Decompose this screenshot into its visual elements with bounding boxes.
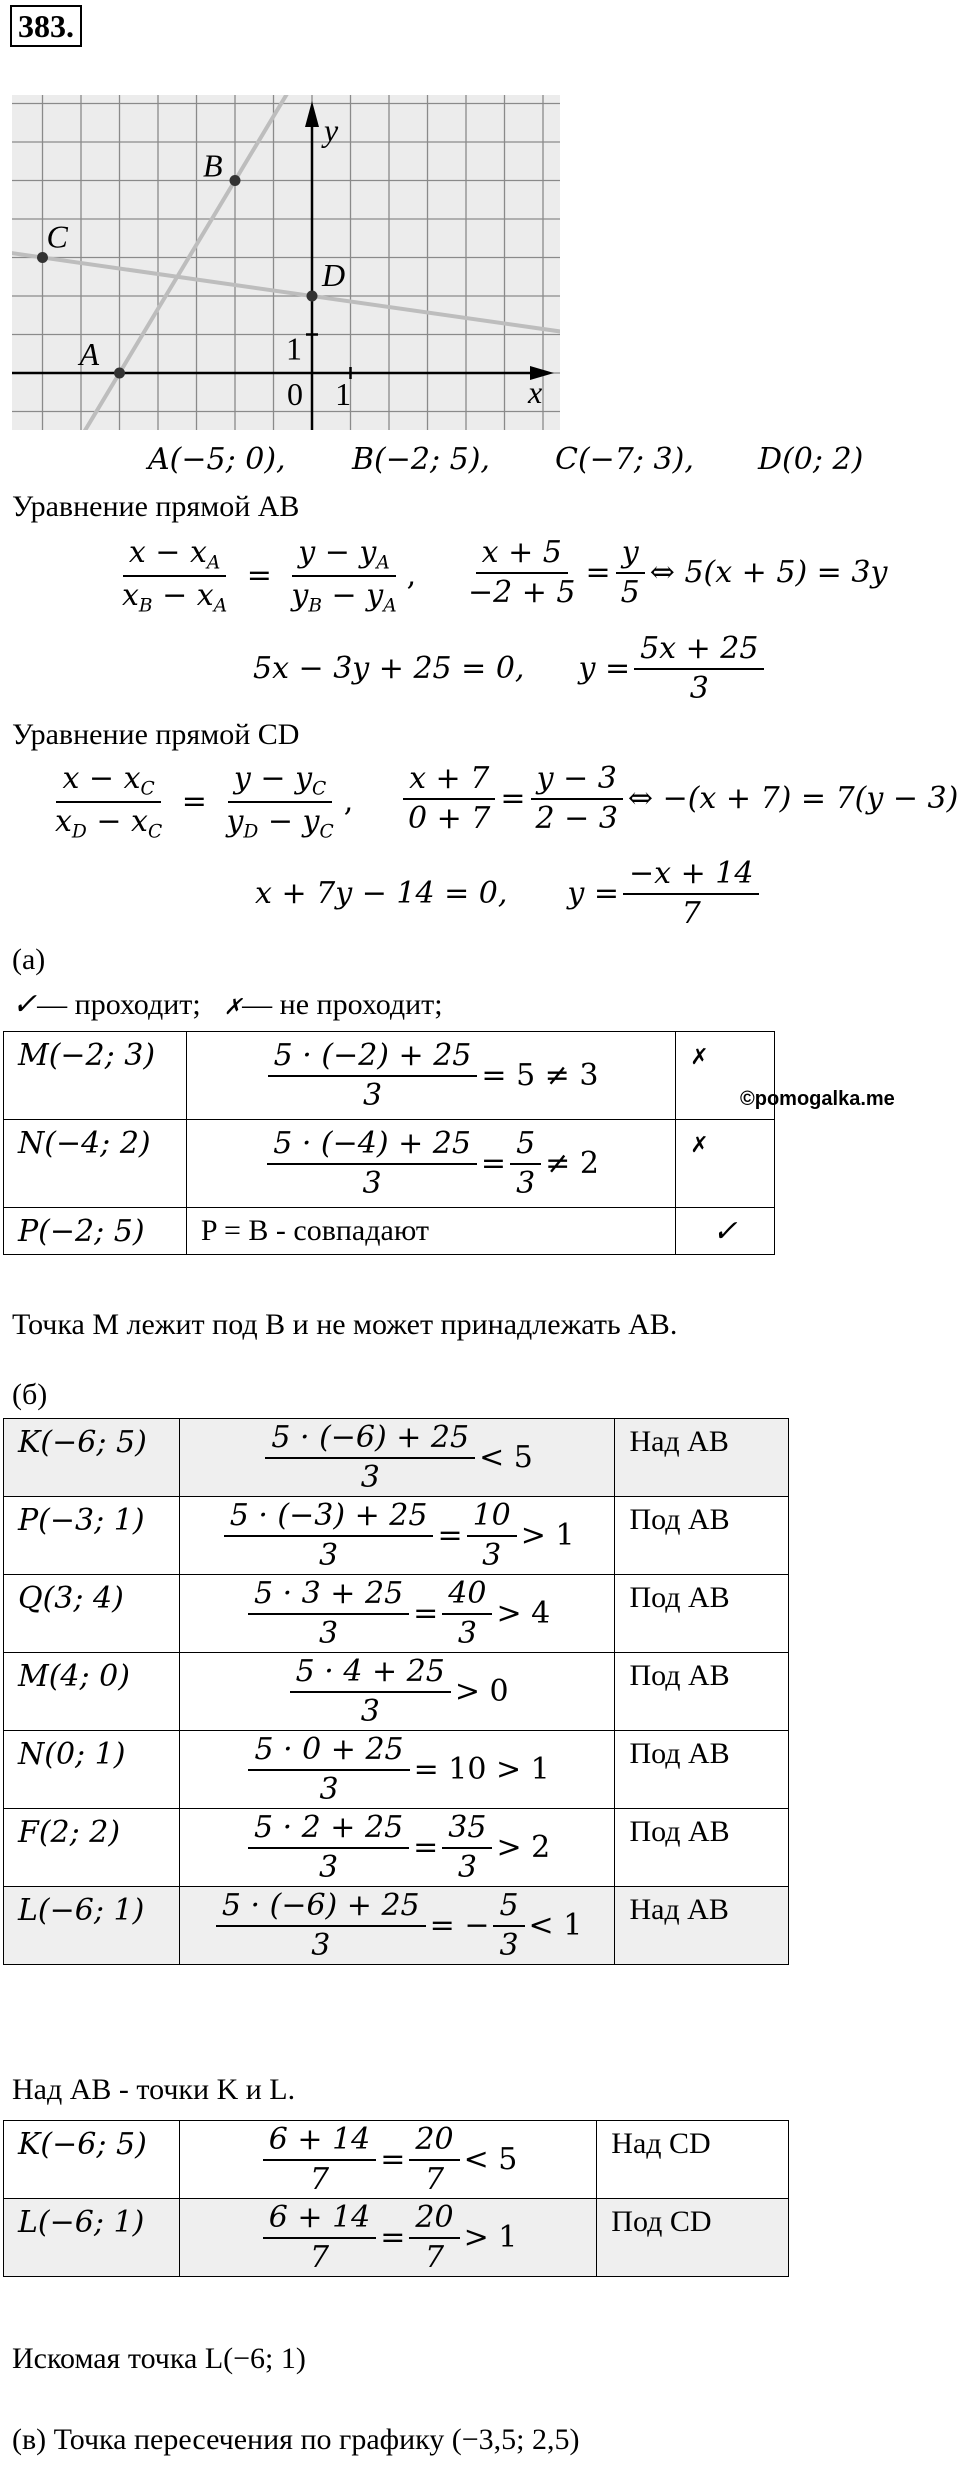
table-row: [4, 1419, 789, 1497]
calc-num2: 20: [409, 2199, 459, 2239]
calc-den2: 7: [424, 2161, 445, 2197]
part-a-legend: [12, 988, 443, 1023]
point-cell: K(−6; 5): [4, 1419, 180, 1497]
calc-fraction-2: [467, 1497, 517, 1574]
cd-rhs-den2: − y: [258, 803, 320, 839]
part-b-label: (б): [12, 1378, 48, 1411]
point-b-wrap: [352, 443, 490, 478]
part-a-label: (а): [12, 943, 46, 976]
ab-rhs-den: y: [291, 577, 309, 613]
calc-den2: 3: [482, 1537, 502, 1573]
calc-tail: < 5: [479, 1440, 533, 1475]
calc-num: 5 · (−3) + 25: [224, 1497, 434, 1537]
fail-mark-cell: [676, 1120, 775, 1208]
calc-den2: 3: [457, 1849, 477, 1885]
calc-tail: < 1: [528, 1908, 583, 1943]
table-row: [4, 2199, 789, 2277]
calc-num: 5 · (−6) + 25: [216, 1887, 426, 1927]
calc-fraction: [263, 2121, 376, 2198]
calc-den2: 3: [516, 1165, 536, 1201]
cd-explicit-num: −x + 14: [623, 855, 759, 895]
calc-mid: =: [413, 1596, 439, 1631]
result-cell: Под AB: [615, 1809, 789, 1887]
sub: C: [140, 778, 155, 800]
cd-explicit-den: 7: [681, 895, 701, 931]
sub: A: [206, 552, 221, 574]
cd-explicit-lhs: y =: [567, 876, 620, 911]
calc-num: 5 · 0 + 25: [248, 1731, 409, 1771]
table-row: [4, 1497, 789, 1575]
sub: B: [138, 595, 153, 617]
sub: B: [308, 595, 323, 617]
calc-fraction: [224, 1497, 434, 1574]
ab-heading: Уравнение прямой AB: [12, 490, 300, 523]
y-axis-label: y: [324, 112, 339, 148]
cd-substituted-equation: $\frac{x + 7}{0 + 7}$ = $\frac{y - 3}{2 - 3}$ ⇔ −(x + 7) = 7(y − 3): [398, 760, 958, 837]
point-b: [230, 175, 241, 186]
point-cell: N(0; 1): [4, 1731, 180, 1809]
ab-lhs-den: x: [122, 577, 139, 613]
calc-den2: 3: [499, 1927, 519, 1963]
calc-fraction-2: [442, 1575, 492, 1652]
part-a-table: [3, 1031, 775, 1255]
calc-den: 3: [319, 1615, 339, 1651]
pass-mark-cell: [676, 1208, 775, 1255]
result-cell: Над AB: [615, 1887, 789, 1965]
calc-fraction-2: [442, 1809, 492, 1886]
point-d-text: D(0; 2): [758, 442, 864, 477]
point-label-d: D: [322, 257, 346, 293]
calc-mid: = −: [429, 1908, 490, 1943]
calc-num2: 40: [442, 1575, 492, 1615]
problem-number-text: 383.: [18, 8, 74, 44]
problem-number: [10, 5, 82, 47]
calc-den: 7: [309, 2239, 330, 2275]
sub: A: [213, 595, 228, 617]
point-cell: K(−6; 5): [4, 2121, 180, 2199]
point-label-b: B: [203, 147, 223, 184]
ab-lhs-num: x − x: [128, 535, 207, 570]
calc-num: 5 · (−6) + 25: [265, 1419, 475, 1459]
calc-cell: [179, 1575, 615, 1653]
calc-cell: P = B - совпадают: [186, 1208, 675, 1255]
check-icon: ✓: [12, 988, 38, 1021]
calc-den2: 3: [457, 1615, 477, 1651]
part-c-text: (в) Точка пересечения по графику (−3,5; 2,5): [12, 2423, 580, 2456]
sub: C: [147, 821, 163, 843]
calc-den: 3: [319, 1537, 339, 1573]
calc-cell: [179, 1809, 615, 1887]
sub: A: [383, 595, 397, 617]
ab-formula-lhs: [116, 534, 233, 617]
calc-num: 5 · 2 + 25: [248, 1809, 409, 1849]
calc-cell: [179, 2121, 596, 2199]
calc-num: 6 + 14: [263, 2121, 376, 2161]
point-d: [307, 291, 318, 302]
ab-eq2-tail: ⇔ 5(x + 5) = 3y: [649, 555, 888, 590]
table-row: [4, 1208, 775, 1255]
calc-num2: 5: [493, 1887, 524, 1927]
calc-num2: 35: [442, 1809, 492, 1849]
calc-fraction: [248, 1809, 409, 1886]
answer-text: Искомая точка L(−6; 1): [12, 2342, 306, 2375]
ab-eq2-rnum: y: [616, 534, 645, 574]
ab-rhs-num: y − y: [298, 535, 377, 570]
result-cell: Под AB: [615, 1497, 789, 1575]
sub: A: [376, 552, 390, 574]
calc-tail: > 4: [496, 1596, 551, 1631]
calc-den: 3: [319, 1849, 339, 1885]
calc-den: 3: [319, 1771, 339, 1807]
cd-general: x + 7y − 14 = 0,: [255, 876, 508, 911]
ab-lhs-den2: − x: [152, 577, 214, 613]
origin-label: 0: [287, 376, 303, 412]
ab-explicit-lhs: y =: [578, 651, 631, 686]
coordinate-graph: [12, 95, 560, 430]
calc-tail: = 5 ≠ 3: [481, 1058, 599, 1093]
ab-general: 5x − 3y + 25 = 0,: [253, 651, 525, 686]
calc-cell: [179, 1653, 615, 1731]
cd-lhs-den: x: [55, 803, 72, 839]
cd-eq2-num: x + 7: [403, 760, 495, 800]
calc-den: 3: [360, 1693, 380, 1729]
cd-lhs-num: x − x: [62, 761, 141, 796]
calc-cell: [179, 2199, 596, 2277]
calc-tail: > 1: [463, 2220, 518, 2255]
cd-eq2-den: 0 + 7: [408, 800, 491, 836]
calc-num2: 10: [467, 1497, 517, 1537]
calc-cell: [179, 1731, 615, 1809]
cd-heading: Уравнение прямой CD: [12, 718, 300, 751]
ab-explicit-den: 3: [689, 670, 709, 706]
calc-num2: 20: [409, 2121, 459, 2161]
check-icon: ✓: [712, 1214, 738, 1248]
point-c-text: C(−7; 3),: [555, 442, 694, 477]
calc-tail: > 1: [520, 1518, 575, 1553]
ab-explicit-num: 5x + 25: [634, 630, 764, 670]
result-cell: Над CD: [597, 2121, 789, 2199]
calc-mid: =: [413, 1830, 439, 1865]
table-row: [4, 1120, 775, 1208]
table-row: [4, 1575, 789, 1653]
calc-tail: = 10 > 1: [413, 1752, 550, 1787]
ab-rhs-den2: − y: [322, 577, 384, 613]
table-row: [4, 2121, 789, 2199]
cross-icon: ✗: [223, 994, 243, 1019]
ab-substituted-equation: $\frac{x + 5}{-2 + 5}$ = $\frac{y}{5}$ ⇔ 5(x + 5) = 3y: [458, 534, 887, 611]
cd-rhs-num: y − y: [233, 761, 313, 796]
calc-num: 5 · 4 + 25: [290, 1653, 451, 1693]
cd-eq2-rden: 2 − 3: [535, 800, 618, 836]
ab-eq2-num: x + 5: [476, 534, 568, 574]
calc-cell: [186, 1120, 675, 1208]
point-cell: L(−6; 1): [4, 1887, 180, 1965]
calc-fraction-2: [409, 2121, 459, 2198]
calc-den: 3: [311, 1927, 331, 1963]
point-label-c: C: [46, 218, 68, 255]
sub: D: [71, 821, 87, 843]
calc-fraction: [216, 1887, 426, 1964]
ab-line-equation: [253, 630, 768, 707]
x-tick-label: 1: [335, 376, 352, 412]
legend-pass: — проходит;: [37, 988, 201, 1021]
calc-tail: > 2: [496, 1830, 551, 1865]
calc-fraction: [265, 1419, 475, 1496]
calc-fraction: [263, 2199, 376, 2276]
result-cell: Под AB: [615, 1731, 789, 1809]
calc-fraction: [248, 1731, 409, 1808]
calc-den: 7: [309, 2161, 330, 2197]
part-b-cd-table: [3, 2120, 789, 2277]
cd-eq2-tail: ⇔ −(x + 7) = 7(y − 3): [627, 781, 959, 816]
sub: D: [243, 821, 259, 843]
point-cell: N(−4; 2): [4, 1120, 187, 1208]
cd-line-equation: [255, 855, 763, 932]
x-axis-label: x: [528, 374, 543, 410]
table-row: [4, 1653, 789, 1731]
points-list: [148, 443, 286, 478]
point-b-text: B(−2; 5),: [352, 442, 490, 477]
cd-lhs-den2: − x: [86, 803, 148, 839]
ab-two-point-formula: $\frac{x - x_A}{x_B - x_A}$ = $\frac{y - y_A}{y_B - y_A}$ ,: [112, 534, 416, 617]
point-a-text: A(−5; 0),: [148, 442, 286, 477]
calc-den: 3: [360, 1459, 380, 1495]
y-tick-label: 1: [286, 330, 302, 367]
calc-mid: =: [380, 2220, 406, 2255]
part-b-table: [3, 1418, 789, 1965]
calc-num: 5 · (−4) + 25: [267, 1125, 477, 1165]
table-row: [4, 1731, 789, 1809]
table-row: [4, 1032, 775, 1120]
table-row: [4, 1809, 789, 1887]
calc-tail: ≠ 2: [545, 1146, 599, 1181]
part-a-conclusion: Точка M лежит под B и не может принадлежать AB.: [12, 1308, 678, 1341]
calc-tail: < 5: [463, 2142, 518, 2177]
cd-eq2-rnum: y − 3: [531, 760, 623, 800]
point-cell: L(−6; 1): [4, 2199, 180, 2277]
table-row: [4, 1887, 789, 1965]
calc-mid: =: [437, 1518, 463, 1553]
result-cell: Под CD: [597, 2199, 789, 2277]
calc-tail: > 0: [454, 1674, 509, 1709]
cross-icon: ✗: [690, 1044, 709, 1069]
calc-cell: [179, 1419, 615, 1497]
calc-fraction-2: [493, 1887, 524, 1964]
point-d-wrap: [758, 443, 863, 478]
calc-fraction-2: [409, 2199, 459, 2276]
point-a: [114, 368, 125, 379]
sub: C: [319, 821, 334, 843]
cd-two-point-formula: $\frac{x - x_C}{x_D - x_C}$ = $\frac{y - y_C}{y_D - y_C}$ ,: [55, 761, 354, 843]
ab-formula-rhs: [285, 534, 402, 617]
calc-mid: =: [480, 1146, 507, 1181]
point-c-wrap: [555, 443, 694, 478]
calc-cell: [179, 1497, 615, 1575]
point-cell: P(−3; 1): [4, 1497, 180, 1575]
calc-fraction: [290, 1653, 451, 1730]
calc-den: 3: [362, 1077, 383, 1113]
cd-rhs-den: y: [226, 803, 244, 839]
ab-eq2-den: −2 + 5: [468, 574, 576, 610]
calc-fraction: [248, 1575, 409, 1652]
calc-num: 5 · (−2) + 25: [268, 1037, 478, 1077]
point-cell: M(−2; 3): [4, 1032, 187, 1120]
result-cell: Над AB: [615, 1419, 789, 1497]
legend-fail: — не проходит;: [242, 988, 443, 1021]
calc-num: 6 + 14: [263, 2199, 376, 2239]
above-ab-statement: Над AB - точки K и L.: [12, 2073, 296, 2106]
calc-den2: 7: [424, 2239, 445, 2275]
point-cell: F(2; 2): [4, 1809, 180, 1887]
calc-mid: =: [380, 2142, 406, 2177]
result-cell: Под AB: [615, 1653, 789, 1731]
watermark: ©pomogalka.me: [740, 1088, 895, 1110]
point-cell: M(4; 0): [4, 1653, 180, 1731]
point-label-a: A: [79, 336, 100, 372]
point-cell: Q(3; 4): [4, 1575, 180, 1653]
sub: C: [312, 778, 327, 800]
ab-eq2-rden: 5: [620, 574, 640, 610]
calc-cell: [186, 1032, 675, 1120]
calc-cell: [179, 1887, 615, 1965]
calc-num2: 5: [510, 1125, 541, 1165]
calc-num: 5 · 3 + 25: [248, 1575, 409, 1615]
result-cell: Под AB: [615, 1575, 789, 1653]
cross-icon: ✗: [690, 1132, 709, 1157]
calc-den: 3: [362, 1165, 382, 1201]
point-cell: P(−2; 5): [4, 1208, 187, 1255]
